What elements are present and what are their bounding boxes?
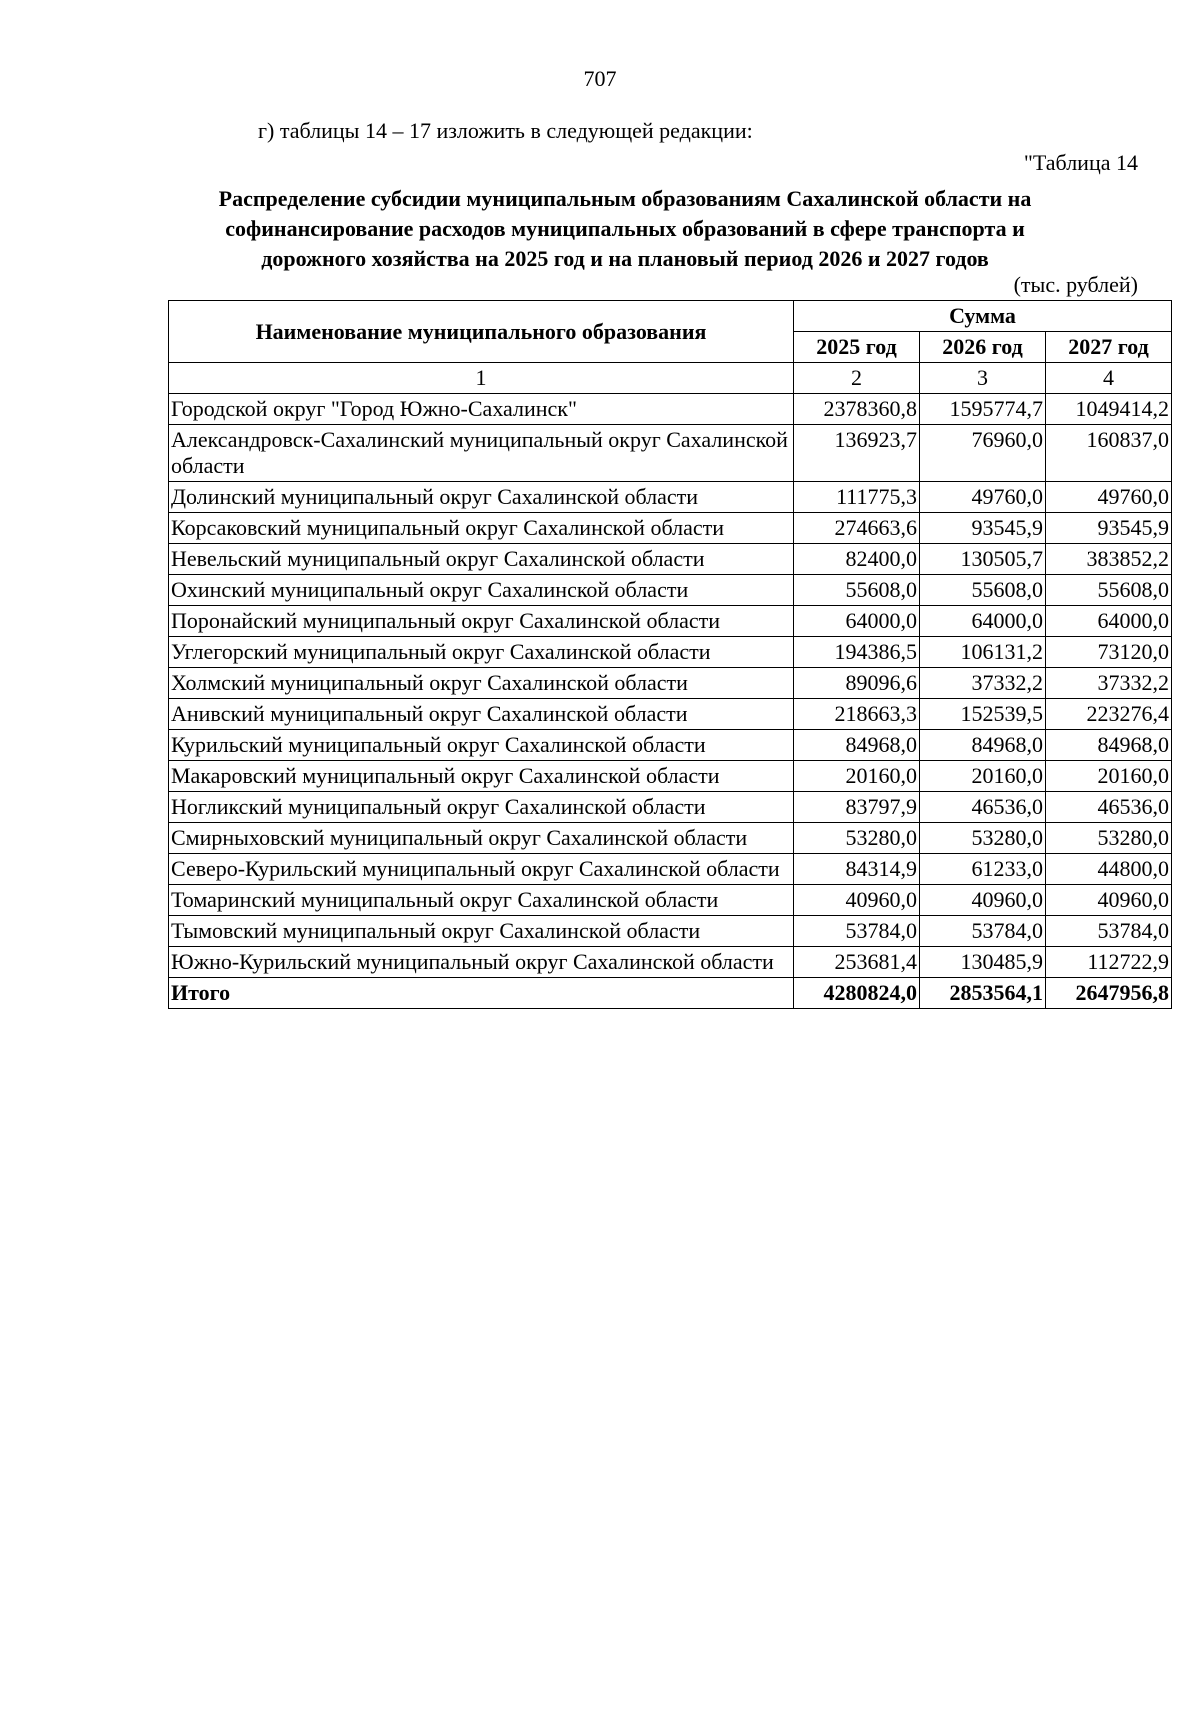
total-2027: 2647956,8 bbox=[1046, 978, 1172, 1009]
total-2025: 4280824,0 bbox=[794, 978, 920, 1009]
amount-cell: 53280,0 bbox=[794, 823, 920, 854]
municipality-name: Корсаковский муниципальный округ Сахалинской области bbox=[169, 513, 794, 544]
amount-cell: 55608,0 bbox=[794, 575, 920, 606]
amount-cell: 37332,2 bbox=[1046, 668, 1172, 699]
header-year-2027: 2027 год bbox=[1046, 332, 1172, 363]
table-row bbox=[169, 699, 1172, 730]
table-title: Распределение субсидии муниципальным образованиям Сахалинской области на софинансирование расходов муниципальных образований в сфере транспорта и дорожного хозяйства на 2025 год и на плановый период 2026 и 2027 годов bbox=[218, 186, 1032, 271]
index-cell: 3 bbox=[920, 363, 1046, 394]
municipality-name: Долинский муниципальный округ Сахалинской области bbox=[169, 482, 794, 513]
amount-cell: 106131,2 bbox=[920, 637, 1046, 668]
amount-cell: 383852,2 bbox=[1046, 544, 1172, 575]
amount-cell: 53280,0 bbox=[920, 823, 1046, 854]
amount-cell: 253681,4 bbox=[794, 947, 920, 978]
amount-cell: 55608,0 bbox=[1046, 575, 1172, 606]
amount-cell: 274663,6 bbox=[794, 513, 920, 544]
amount-cell: 44800,0 bbox=[1046, 854, 1172, 885]
amount-cell: 61233,0 bbox=[920, 854, 1046, 885]
amount-cell: 53784,0 bbox=[920, 916, 1046, 947]
amount-cell: 46536,0 bbox=[920, 792, 1046, 823]
municipality-name: Томаринский муниципальный округ Сахалинской области bbox=[169, 885, 794, 916]
table-row bbox=[169, 575, 1172, 606]
amount-cell: 64000,0 bbox=[794, 606, 920, 637]
municipality-name: Невельский муниципальный округ Сахалинской области bbox=[169, 544, 794, 575]
total-2026: 2853564,1 bbox=[920, 978, 1046, 1009]
amount-cell: 93545,9 bbox=[920, 513, 1046, 544]
municipality-name: Александровск-Сахалинский муниципальный округ Сахалинской области bbox=[169, 425, 794, 482]
subsidy-table bbox=[168, 300, 1172, 1009]
municipality-name: Ногликский муниципальный округ Сахалинской области bbox=[169, 792, 794, 823]
header-name: Наименование муниципального образования bbox=[169, 301, 794, 363]
table-row bbox=[169, 885, 1172, 916]
amount-cell: 49760,0 bbox=[920, 482, 1046, 513]
municipality-name: Курильский муниципальный округ Сахалинской области bbox=[169, 730, 794, 761]
amount-cell: 112722,9 bbox=[1046, 947, 1172, 978]
amount-cell: 53784,0 bbox=[794, 916, 920, 947]
municipality-name: Поронайский муниципальный округ Сахалинской области bbox=[169, 606, 794, 637]
amount-cell: 49760,0 bbox=[1046, 482, 1172, 513]
amount-cell: 64000,0 bbox=[1046, 606, 1172, 637]
amount-cell: 82400,0 bbox=[794, 544, 920, 575]
amount-cell: 84968,0 bbox=[920, 730, 1046, 761]
intro-text: г) таблицы 14 – 17 изложить в следующей редакции: bbox=[258, 118, 753, 143]
amount-cell: 1049414,2 bbox=[1046, 394, 1172, 425]
amount-cell: 111775,3 bbox=[794, 482, 920, 513]
table-row bbox=[169, 792, 1172, 823]
table-row bbox=[169, 947, 1172, 978]
page-number: 707 bbox=[583, 66, 617, 91]
amount-cell: 55608,0 bbox=[920, 575, 1046, 606]
amount-cell: 84968,0 bbox=[1046, 730, 1172, 761]
table-row bbox=[169, 544, 1172, 575]
table-row bbox=[169, 761, 1172, 792]
amount-cell: 20160,0 bbox=[1046, 761, 1172, 792]
index-cell: 1 bbox=[169, 363, 794, 394]
table-label: "Таблица 14 bbox=[1023, 150, 1138, 175]
table-row bbox=[169, 916, 1172, 947]
amount-cell: 130485,9 bbox=[920, 947, 1046, 978]
total-row bbox=[169, 978, 1172, 1009]
amount-cell: 53280,0 bbox=[1046, 823, 1172, 854]
amount-cell: 152539,5 bbox=[920, 699, 1046, 730]
amount-cell: 84314,9 bbox=[794, 854, 920, 885]
header-year-2026: 2026 год bbox=[920, 332, 1046, 363]
amount-cell: 20160,0 bbox=[794, 761, 920, 792]
municipality-name: Северо-Курильский муниципальный округ Сахалинской области bbox=[169, 854, 794, 885]
municipality-name: Смирныховский муниципальный округ Сахалинской области bbox=[169, 823, 794, 854]
amount-cell: 136923,7 bbox=[794, 425, 920, 482]
total-label: Итого bbox=[169, 978, 794, 1009]
units-label: (тыс. рублей) bbox=[1013, 272, 1138, 297]
amount-cell: 89096,6 bbox=[794, 668, 920, 699]
amount-cell: 76960,0 bbox=[920, 425, 1046, 482]
amount-cell: 73120,0 bbox=[1046, 637, 1172, 668]
amount-cell: 84968,0 bbox=[794, 730, 920, 761]
amount-cell: 1595774,7 bbox=[920, 394, 1046, 425]
amount-cell: 160837,0 bbox=[1046, 425, 1172, 482]
municipality-name: Охинский муниципальный округ Сахалинской области bbox=[169, 575, 794, 606]
table-row bbox=[169, 606, 1172, 637]
amount-cell: 46536,0 bbox=[1046, 792, 1172, 823]
amount-cell: 40960,0 bbox=[1046, 885, 1172, 916]
municipality-name: Городской округ "Город Южно-Сахалинск" bbox=[169, 394, 794, 425]
amount-cell: 218663,3 bbox=[794, 699, 920, 730]
amount-cell: 130505,7 bbox=[920, 544, 1046, 575]
amount-cell: 194386,5 bbox=[794, 637, 920, 668]
header-sum: Сумма bbox=[794, 301, 1172, 332]
table-row bbox=[169, 668, 1172, 699]
municipality-name: Анивский муниципальный округ Сахалинской области bbox=[169, 699, 794, 730]
municipality-name: Углегорский муниципальный округ Сахалинской области bbox=[169, 637, 794, 668]
table-row bbox=[169, 730, 1172, 761]
table-row bbox=[169, 513, 1172, 544]
amount-cell: 2378360,8 bbox=[794, 394, 920, 425]
amount-cell: 223276,4 bbox=[1046, 699, 1172, 730]
table-row bbox=[169, 854, 1172, 885]
municipality-name: Тымовский муниципальный округ Сахалинской области bbox=[169, 916, 794, 947]
table-row bbox=[169, 637, 1172, 668]
table-row bbox=[169, 425, 1172, 482]
amount-cell: 40960,0 bbox=[794, 885, 920, 916]
table-row bbox=[169, 823, 1172, 854]
municipality-name: Холмский муниципальный округ Сахалинской области bbox=[169, 668, 794, 699]
amount-cell: 37332,2 bbox=[920, 668, 1046, 699]
header-year-2025: 2025 год bbox=[794, 332, 920, 363]
municipality-name: Южно-Курильский муниципальный округ Сахалинской области bbox=[169, 947, 794, 978]
index-cell: 4 bbox=[1046, 363, 1172, 394]
index-cell: 2 bbox=[794, 363, 920, 394]
amount-cell: 40960,0 bbox=[920, 885, 1046, 916]
amount-cell: 64000,0 bbox=[920, 606, 1046, 637]
amount-cell: 53784,0 bbox=[1046, 916, 1172, 947]
table-row bbox=[169, 394, 1172, 425]
amount-cell: 83797,9 bbox=[794, 792, 920, 823]
amount-cell: 20160,0 bbox=[920, 761, 1046, 792]
amount-cell: 93545,9 bbox=[1046, 513, 1172, 544]
municipality-name: Макаровский муниципальный округ Сахалинской области bbox=[169, 761, 794, 792]
table-row bbox=[169, 482, 1172, 513]
